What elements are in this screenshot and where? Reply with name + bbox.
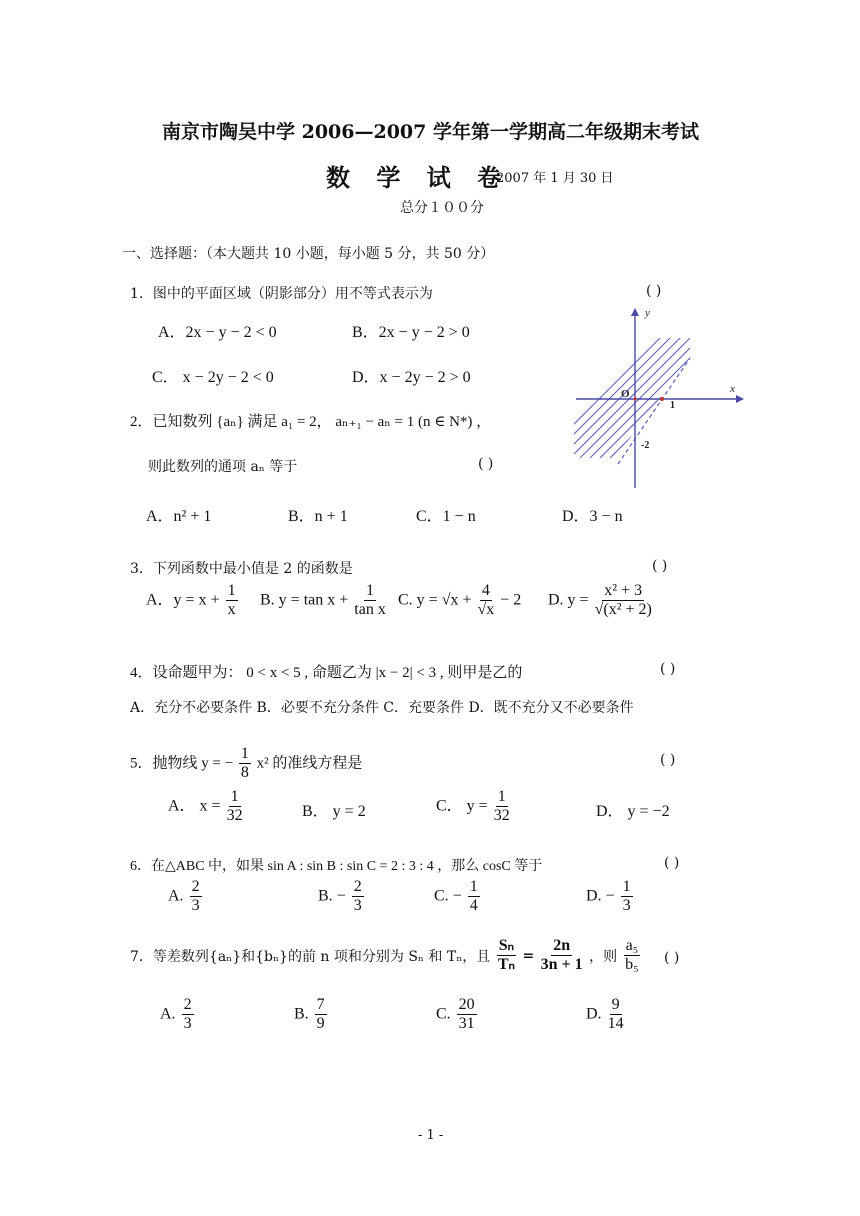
q7-answer-bracket: ( ) (664, 950, 680, 966)
q5-c-fraction (494, 788, 510, 826)
q5-fraction (239, 745, 251, 783)
q1-stem: 1．图中的平面区域（阴影部分）用不等式表示为 (130, 286, 433, 302)
q5-stem-post: x² 的准线方程是 (256, 755, 363, 772)
q3-c-fraction (478, 582, 495, 620)
q2-option-b: B．n + 1 (288, 508, 348, 525)
q7-b-fraction (315, 996, 327, 1034)
region-graph (540, 298, 750, 498)
q3-d-fraction (595, 582, 652, 620)
page-number: - 1 - (418, 1128, 444, 1143)
q6-a-num: 2 (190, 878, 202, 897)
q6-d-num: 1 (621, 878, 633, 897)
q7-d-num: 9 (610, 996, 622, 1015)
q3-option-b (260, 582, 388, 620)
q7-equals: = (522, 947, 535, 964)
q7-c-prefix: C. (436, 1005, 451, 1023)
q1-answer-bracket: ( ) (646, 283, 662, 299)
q3-a-fraction (226, 582, 238, 620)
q3-b-fraction (354, 582, 386, 620)
section-heading: 一、选择题：（本大题共 10 小题，每小题 5 分，共 50 分） (122, 246, 495, 262)
q3-b-den: tan x (354, 601, 386, 619)
y-axis-arrow-icon (631, 308, 639, 316)
q4-options: A．充分不必要条件 B．必要不充分条件 C．充要条件 D．既不充分又不必要条件 (130, 700, 634, 716)
q5-a-prefix: A． x = (168, 797, 221, 815)
q7-f2-den: 3n + 1 (540, 956, 583, 974)
q7-c-num: 20 (457, 996, 477, 1015)
q3-a-num: 1 (226, 582, 238, 601)
q3-a-prefix: A．y = x + (146, 591, 220, 609)
q6-option-d (586, 878, 635, 916)
q1-option-a: A．2x − y − 2 < 0 (158, 324, 277, 341)
q7-d-fraction (608, 996, 624, 1034)
q6-answer-bracket: ( ) (664, 855, 680, 871)
q5-option-a (168, 788, 245, 826)
q6-option-b (318, 878, 366, 916)
q6-c-prefix: C. − (434, 887, 462, 905)
q7-stem-text: 7．等差数列{aₙ}和{bₙ}的前 n 项和分别为 Sₙ 和 Tₙ，且 (130, 948, 491, 965)
q7-target-fraction (624, 937, 641, 975)
q5-a-num: 1 (229, 788, 241, 807)
q6-c-fraction (468, 878, 480, 916)
q6-b-den: 3 (353, 897, 362, 915)
q7-c-den: 31 (458, 1015, 475, 1033)
q6-c-num: 1 (468, 878, 480, 897)
q5-stem (130, 745, 362, 783)
q2-option-c: C．1 − n (416, 508, 476, 525)
q5-num: 1 (239, 745, 251, 764)
q7-option-a (160, 996, 196, 1034)
q4-answer-bracket: ( ) (660, 661, 676, 677)
q7-a-den: 3 (183, 1015, 192, 1033)
q6-a-fraction (190, 878, 202, 916)
q1-option-c: C． x − 2y − 2 < 0 (152, 369, 274, 386)
q6-option-c (434, 878, 482, 916)
q1-option-d: D．x − 2y − 2 > 0 (352, 369, 471, 386)
q2-answer-bracket: ( ) (478, 456, 494, 472)
q5-a-den: 32 (226, 807, 243, 825)
q7-f2-num: 2n (551, 937, 572, 956)
q7-a-fraction (182, 996, 194, 1034)
q3-option-c (398, 582, 521, 620)
q5-c-num: 1 (496, 788, 508, 807)
origin-point (633, 397, 636, 400)
y-axis-label: y (645, 307, 650, 319)
q6-option-a (168, 878, 204, 916)
q7-d-prefix: D. (586, 1005, 602, 1023)
q3-a-den: x (227, 601, 236, 619)
q3-d-den: √(x² + 2) (594, 601, 652, 619)
q3-b-prefix: B. y = tan x + (260, 591, 349, 609)
q5-stem-pre: 5．抛物线 y = − (130, 755, 234, 772)
q6-d-fraction (621, 878, 633, 916)
q3-c-num: 4 (480, 582, 492, 601)
q7-option-c (436, 996, 479, 1034)
q2-stem: 2．已知数列 {aₙ} 满足 a₁ = 2， aₙ₊₁ − aₙ = 1 (n ∈ N*) ， (130, 414, 492, 430)
q3-c-prefix: C. y = √x + (398, 591, 472, 609)
q1-option-b: B．2x − y − 2 > 0 (352, 324, 470, 341)
q5-a-fraction (227, 788, 243, 826)
q5-c-prefix: C． y = (436, 797, 488, 815)
x-tick-label: 1 (670, 400, 675, 411)
q7-then: ，则 (589, 948, 618, 965)
x-intercept-point (660, 397, 664, 401)
q7-formula-fraction (541, 937, 583, 975)
q5-option-d: D． y = −2 (596, 803, 670, 820)
q7-c-fraction (457, 996, 477, 1034)
q3-c-suffix: − 2 (500, 591, 522, 609)
q6-a-prefix: A. (168, 887, 184, 905)
q6-d-prefix: D. − (586, 887, 615, 905)
q6-a-den: 3 (191, 897, 200, 915)
q5-option-b: B． y = 2 (302, 803, 366, 820)
q7-b-num: 7 (315, 996, 327, 1015)
page-title: 南京市陶吴中学 2006—2007 学年第一学期高二年级期末考试 (162, 121, 699, 143)
q5-answer-bracket: ( ) (660, 752, 676, 768)
q3-c-den: √x (477, 601, 495, 619)
q7-f1-den: Tₙ (497, 956, 515, 974)
q3-option-d (548, 582, 654, 620)
q6-stem: 6．在△ABC 中，如果 sin A : sin B : sin C = 2 : 3 : 4 ，那么 cosC 等于 (130, 859, 543, 874)
q3-b-num: 1 (364, 582, 376, 601)
q2-line2: 则此数列的通项 aₙ 等于 (148, 459, 298, 475)
subject-title: 数 学 试 卷 (326, 163, 511, 192)
q7-b-den: 9 (316, 1015, 325, 1033)
q7-option-b (294, 996, 329, 1034)
x-axis-arrow-icon (736, 395, 744, 403)
q6-c-den: 4 (469, 897, 478, 915)
q7-ratio-fraction (497, 937, 516, 975)
q6-d-den: 3 (622, 897, 631, 915)
q7-f3-den: b₅ (625, 956, 639, 974)
q7-a-num: 2 (182, 996, 194, 1015)
q7-d-den: 14 (607, 1015, 624, 1033)
q3-d-prefix: D. y = (548, 591, 589, 609)
q7-option-d (586, 996, 626, 1034)
q2-option-d: D．3 − n (562, 508, 623, 525)
q6-b-num: 2 (352, 878, 364, 897)
q6-b-fraction (352, 878, 364, 916)
origin-label: O (621, 388, 630, 400)
q4-stem: 4．设命题甲为： 0 < x < 5 , 命题乙为 |x − 2| < 3 , 则甲是乙的 (130, 665, 523, 681)
q3-option-a (146, 582, 240, 620)
q7-stem (130, 937, 642, 975)
total-score: 总分１００分 (400, 200, 484, 216)
q2-option-a: A．n² + 1 (146, 508, 212, 525)
q7-f3-num: a₅ (624, 937, 641, 956)
q5-option-c (436, 788, 512, 826)
q5-c-den: 32 (493, 807, 510, 825)
q3-d-num: x² + 3 (602, 582, 644, 601)
q7-b-prefix: B. (294, 1005, 309, 1023)
q7-a-prefix: A. (160, 1005, 176, 1023)
y-tick-label: -2 (641, 440, 650, 451)
q3-answer-bracket: ( ) (652, 558, 668, 574)
shaded-region (540, 298, 750, 458)
q3-stem: 3．下列函数中最小值是 2 的函数是 (130, 561, 353, 577)
x-axis-label: x (730, 383, 735, 395)
q7-f1-num: Sₙ (497, 937, 516, 956)
q6-b-prefix: B. − (318, 887, 346, 905)
exam-date: 2007 年 1 月 30 日 (496, 171, 614, 186)
q5-den: 8 (240, 764, 249, 782)
